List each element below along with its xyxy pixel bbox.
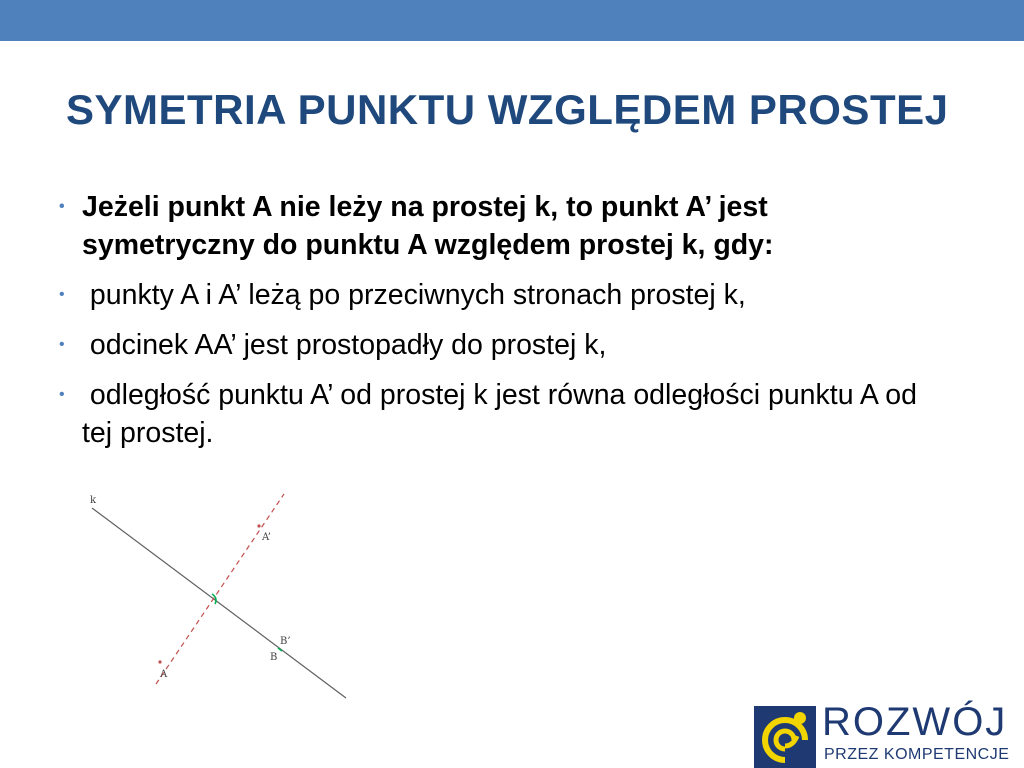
point-a-prime-dot xyxy=(257,524,260,527)
logo-subtitle: PRZEZ KOMPETENCJE xyxy=(824,746,1010,763)
label-b-prime: B’ xyxy=(280,636,291,647)
top-accent-bar xyxy=(0,0,1024,41)
bullet-icon: • xyxy=(59,286,65,303)
bullet-text: punkty A i A’ leżą po przeciwnych stronach prostej k, xyxy=(82,279,746,311)
bullet-item xyxy=(56,276,936,314)
symmetry-figure xyxy=(84,488,354,703)
bullet-icon: • xyxy=(59,198,65,215)
logo-word: ROZWÓJ xyxy=(822,700,1008,744)
label-a-prime: A’ xyxy=(262,532,271,543)
logo-mark-icon xyxy=(754,706,816,768)
perpendicular-dashed-line xyxy=(156,494,284,684)
bullet-icon: • xyxy=(59,386,65,403)
bullet-icon: • xyxy=(59,336,65,353)
point-a-dot xyxy=(158,660,161,663)
logo xyxy=(754,700,1024,768)
slide-title: SYMETRIA PUNKTU WZGLĘDEM PROSTEJ xyxy=(66,86,949,133)
bullet-item xyxy=(56,188,936,264)
bullet-text: odległość punktu A’ od prostej k jest równa odległości punktu A od tej prostej. xyxy=(82,379,925,449)
label-a: A xyxy=(160,669,168,680)
line-k xyxy=(92,508,346,698)
label-b: B xyxy=(270,652,278,663)
bullet-item xyxy=(56,326,936,364)
label-k: k xyxy=(90,495,97,506)
bullet-item xyxy=(56,376,936,452)
bullet-text: Jeżeli punkt A nie leży na prostej k, to punkt A’ jest symetryczny do punktu A względem prostej k, gdy: xyxy=(82,191,774,261)
bullet-text: odcinek AA’ jest prostopadły do prostej k, xyxy=(82,329,607,361)
bullet-list xyxy=(56,188,936,464)
